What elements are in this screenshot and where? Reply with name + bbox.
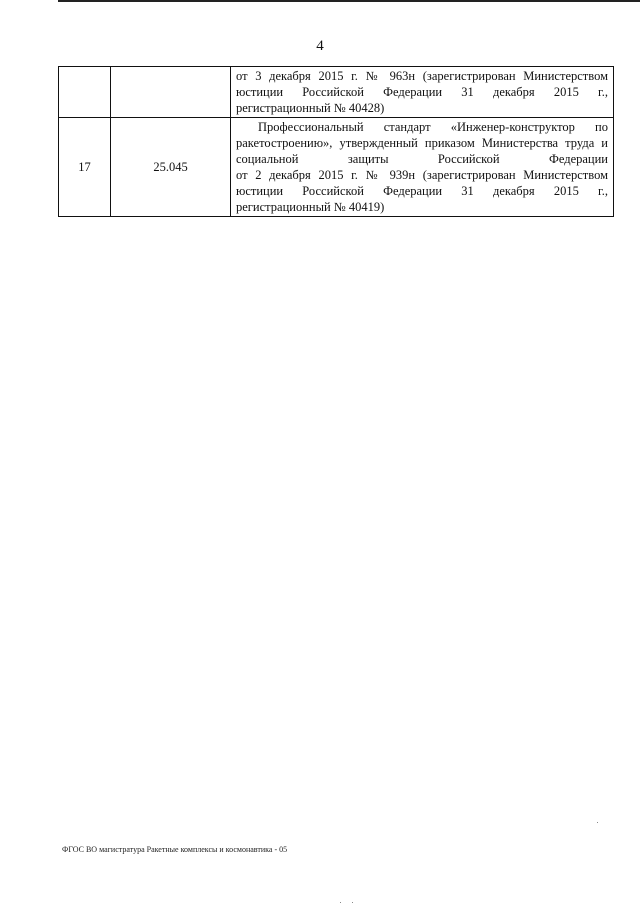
standard-code-cell [111,67,231,118]
description-line: юстиции Российской Федерации 31 декабря 2015 г., [236,184,608,198]
description-line: социальной защиты Российской Федерации [236,152,608,166]
description-line: ракетостроению», утвержденный приказом Министерства труда и [236,136,608,150]
scan-speck [340,902,341,903]
standard-description-cell [231,67,614,118]
description-line: регистрационный № 40419) [236,200,385,214]
table-row [59,67,614,118]
standard-description-cell [231,118,614,217]
standards-table [58,66,614,217]
description-line: Профессиональный стандарт «Инженер-конструктор по [258,120,608,134]
standard-code-cell: 25.045 [111,118,231,217]
page-top-edge [58,0,640,2]
row-number-cell [59,67,111,118]
description-line: от 2 декабря 2015 г. № 939н (зарегистрирован Министерством [236,168,608,182]
scan-speck [597,822,598,823]
table-row [59,118,614,217]
description-line: юстиции Российской Федерации 31 декабря 2015 г., [236,85,608,99]
document-footer: ФГОС ВО магистратура Ракетные комплексы и космонавтика - 05 [62,845,288,854]
row-number-cell: 17 [59,118,111,217]
scan-speck [352,902,353,903]
description-line: от 3 декабря 2015 г. № 963н (зарегистрирован Министерством [236,69,608,83]
description-line: регистрационный № 40428) [236,101,385,115]
page-number: 4 [316,38,324,54]
